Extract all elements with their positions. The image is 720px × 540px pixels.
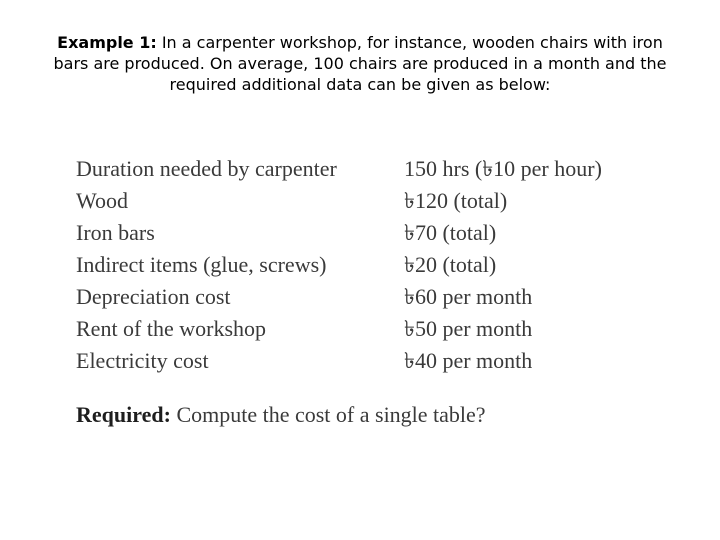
cost-item: Indirect items (glue, screws): [76, 252, 327, 277]
cost-item: Electricity cost: [76, 348, 209, 373]
table-row: [76, 185, 654, 217]
cost-item: Depreciation cost: [76, 284, 231, 309]
table-row: [76, 345, 654, 377]
required-question: [76, 402, 486, 428]
table-row: [76, 313, 654, 345]
cost-value: ৳120 (total): [404, 188, 508, 213]
cost-value: ৳20 (total): [404, 252, 497, 277]
example-intro: [40, 32, 680, 95]
example-text: In a carpenter workshop, for instance, wooden chairs with iron bars are produced. On average, 100 chairs are produced in a month and the required additional data can be given as below:: [53, 33, 667, 94]
table-row: [76, 249, 654, 281]
required-label: Required:: [76, 402, 171, 427]
cost-item: Wood: [76, 188, 129, 213]
cost-item: Duration needed by carpenter: [76, 156, 337, 181]
table-row: [76, 217, 654, 249]
cost-data-table: [76, 153, 654, 377]
table-row: [76, 153, 654, 185]
cost-value: 150 hrs (৳10 per hour): [404, 156, 602, 181]
cost-value: ৳60 per month: [404, 284, 533, 309]
cost-value: ৳70 (total): [404, 220, 497, 245]
cost-value: ৳40 per month: [404, 348, 533, 373]
cost-item: Iron bars: [76, 220, 155, 245]
cost-item: Rent of the workshop: [76, 316, 267, 341]
table-row: [76, 281, 654, 313]
cost-value: ৳50 per month: [404, 316, 533, 341]
required-text: Compute the cost of a single table?: [170, 402, 486, 427]
example-label: Example 1:: [57, 33, 157, 52]
